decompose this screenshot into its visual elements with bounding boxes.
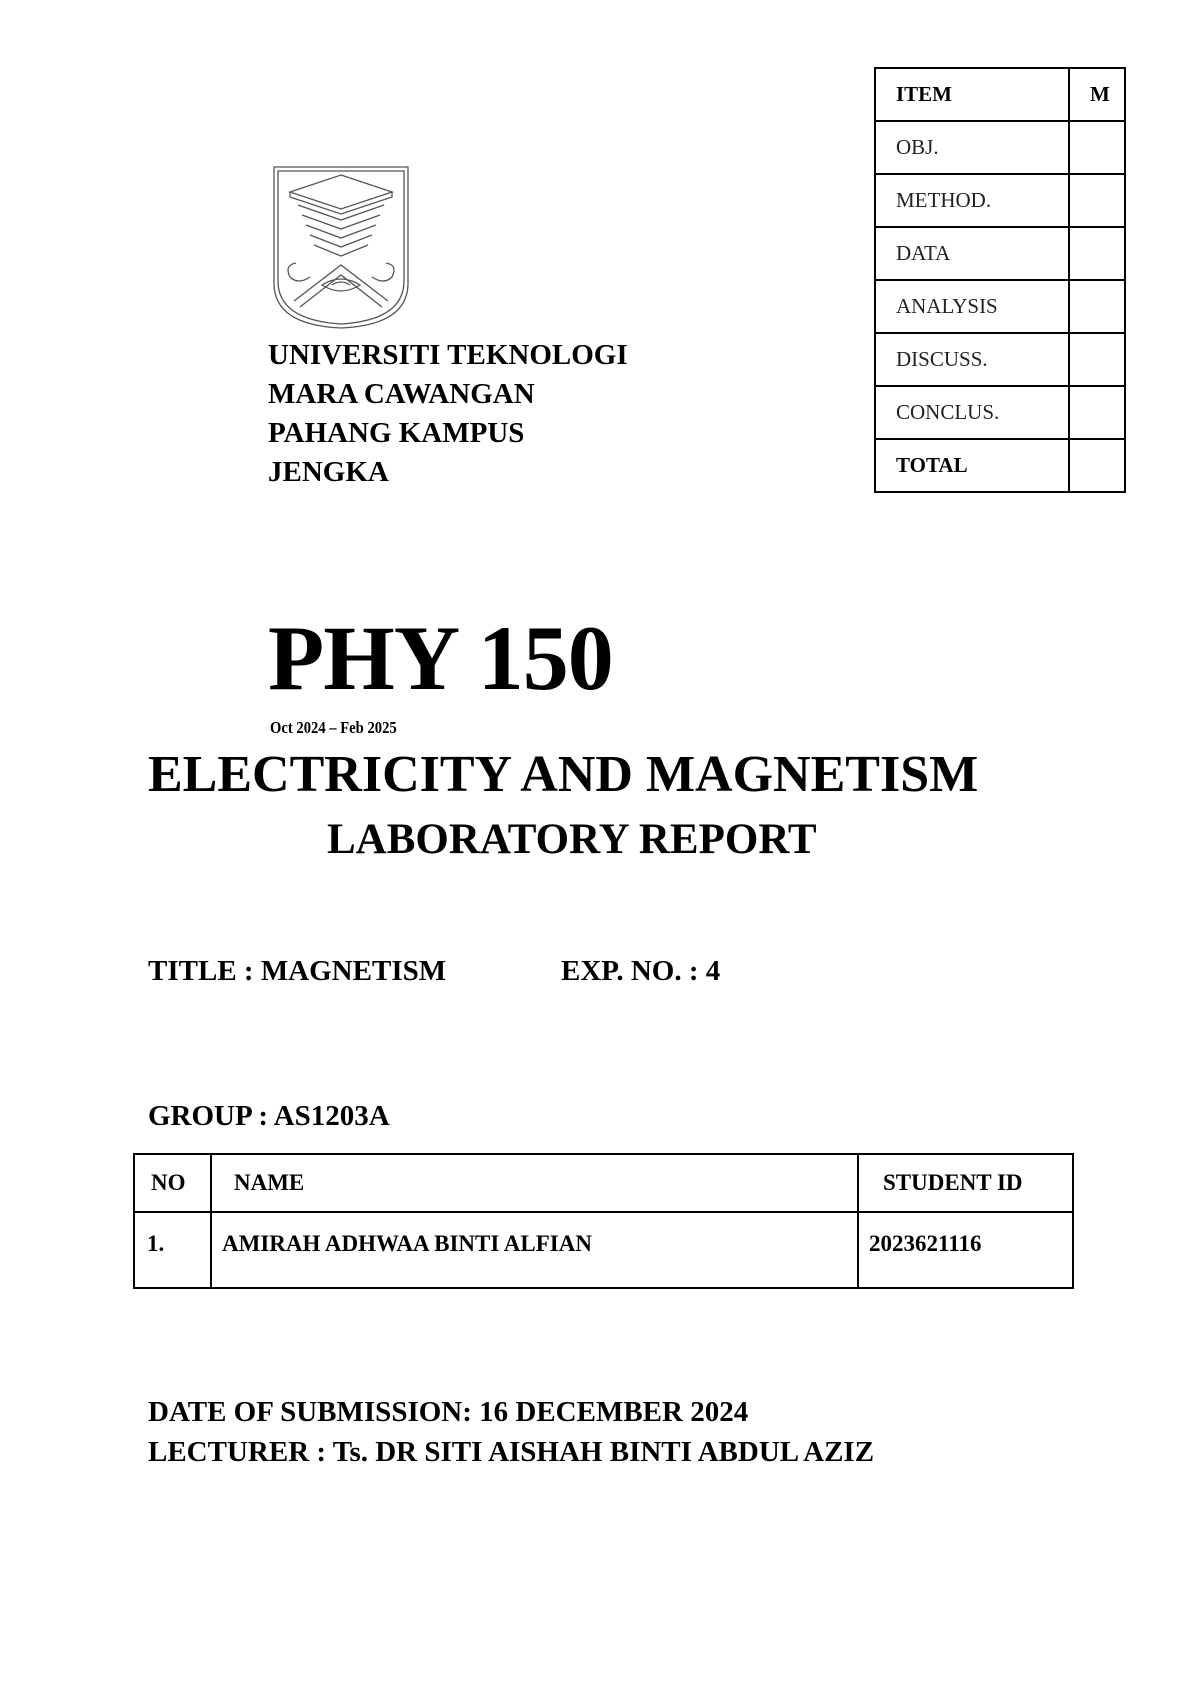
marks-row [875, 121, 1125, 174]
marks-item-label: OBJ. [875, 121, 1069, 174]
marks-item-label: METHOD. [875, 174, 1069, 227]
marks-row [875, 174, 1125, 227]
university-line: UNIVERSITI TEKNOLOGI [268, 339, 628, 371]
marks-table [874, 67, 1126, 493]
submission-date: DATE OF SUBMISSION: 16 DECEMBER 2024 [148, 1396, 749, 1428]
report-title: TITLE : MAGNETISM [148, 955, 447, 987]
marks-total-label: TOTAL [875, 439, 1069, 492]
experiment-number: EXP. NO. : 4 [561, 955, 721, 987]
student-name: AMIRAH ADHWAA BINTI ALFIAN [211, 1212, 858, 1288]
header-no: NO [134, 1154, 211, 1212]
marks-value-cell [1069, 386, 1125, 439]
university-name [268, 336, 628, 492]
university-line: MARA CAWANGAN [268, 378, 535, 410]
marks-value-cell [1069, 280, 1125, 333]
marks-item-label: CONCLUS. [875, 386, 1069, 439]
students-table [133, 1153, 1074, 1289]
university-logo-icon [272, 165, 410, 330]
marks-value-cell [1069, 333, 1125, 386]
marks-item-label: DISCUSS. [875, 333, 1069, 386]
student-no: 1. [134, 1212, 211, 1288]
university-line: JENGKA [268, 456, 389, 488]
marks-row [875, 280, 1125, 333]
course-subject: ELECTRICITY AND MAGNETISM [148, 746, 979, 803]
course-code: PHY 150 [268, 607, 613, 709]
marks-header-row [875, 68, 1125, 121]
marks-row [875, 333, 1125, 386]
table-row [134, 1212, 1073, 1288]
marks-header-mark: M [1069, 68, 1125, 121]
group-label: GROUP : AS1203A [148, 1100, 390, 1132]
header-student-id: STUDENT ID [858, 1154, 1073, 1212]
marks-item-label: DATA [875, 227, 1069, 280]
marks-value-cell [1069, 174, 1125, 227]
marks-row [875, 386, 1125, 439]
marks-row [875, 227, 1125, 280]
marks-value-cell [1069, 227, 1125, 280]
student-id: 2023621116 [858, 1212, 1073, 1288]
marks-total-row [875, 439, 1125, 492]
header-name: NAME [211, 1154, 858, 1212]
students-header-row [134, 1154, 1073, 1212]
course-session: Oct 2024 – Feb 2025 [270, 718, 397, 737]
marks-total-cell [1069, 439, 1125, 492]
marks-header-item: ITEM [875, 68, 1069, 121]
marks-item-label: ANALYSIS [875, 280, 1069, 333]
university-line: PAHANG KAMPUS [268, 417, 525, 449]
marks-value-cell [1069, 121, 1125, 174]
lecturer-name: LECTURER : Ts. DR SITI AISHAH BINTI ABDUL AZIZ [148, 1436, 875, 1468]
report-type: LABORATORY REPORT [327, 816, 817, 863]
